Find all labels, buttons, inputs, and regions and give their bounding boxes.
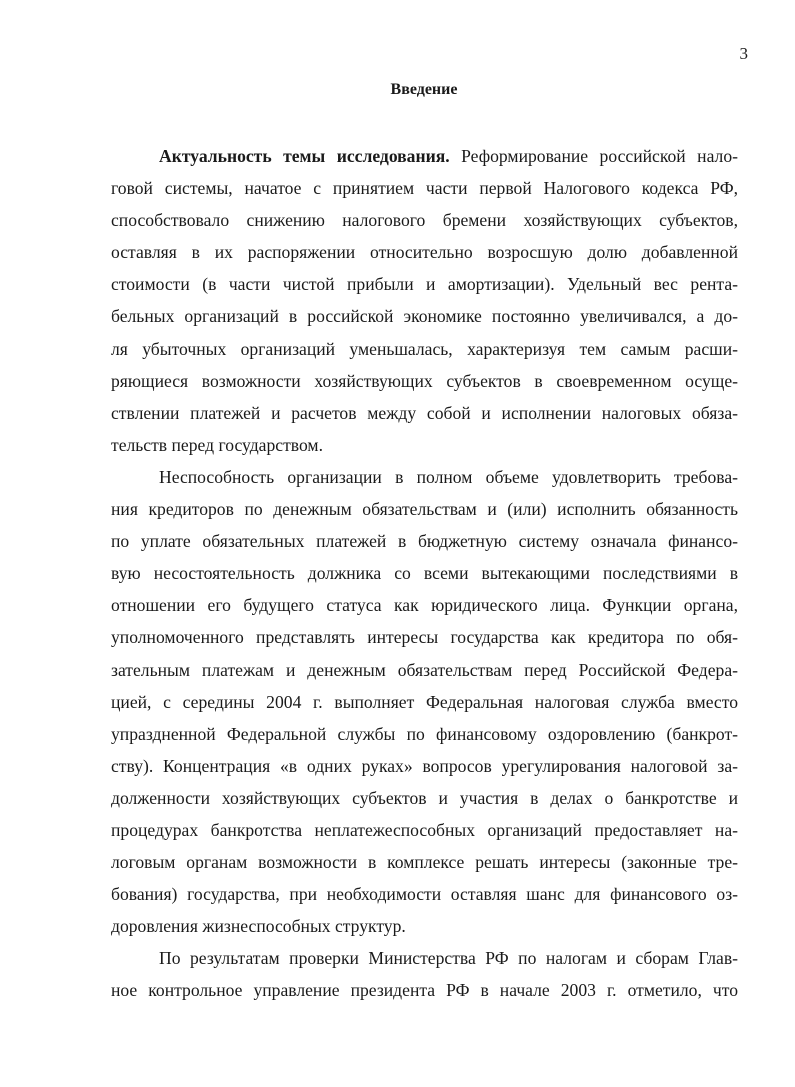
paragraph-2-line: процедурах банкротства неплатежеспособных организаций предоставляет на- xyxy=(111,819,738,840)
paragraph-1-line: говой системы, начатое с принятием части первой Налогового кодекса РФ, xyxy=(111,178,738,199)
paragraph-1-line: бельных организаций в российской экономике постоянно увеличивался, а до- xyxy=(111,306,738,327)
body-text xyxy=(111,140,738,1007)
paragraph-1-line: ля убыточных организаций уменьшалась, характеризуя тем самым расши- xyxy=(111,338,738,359)
paragraph-2-line: цией, с середины 2004 г. выполняет Федеральная налоговая служба вместо xyxy=(111,691,738,712)
section-heading: Введение xyxy=(390,81,458,98)
paragraph-1-line: тельств перед государством. xyxy=(111,434,323,455)
page-number: 3 xyxy=(739,44,748,63)
paragraph-1-line: ствлении платежей и расчетов между собой и исполнении налоговых обяза- xyxy=(111,402,738,423)
paragraph-2-line: логовым органам возможности в комплексе решать интересы (законные тре- xyxy=(111,852,738,873)
paragraph-1-line-1-text: Реформирование российской нало- xyxy=(449,146,738,166)
paragraph-2-line: ния кредиторов по денежным обязательствам и (или) исполнить обязанность xyxy=(111,499,738,520)
paragraph-1-line: способствовало снижению налогового бремени хозяйствующих субъектов, xyxy=(111,210,738,231)
paragraph-2-line: зательным платежам и денежным обязательствам перед Российской Федера- xyxy=(111,659,738,680)
paragraph-1-line: ряющиеся возможности хозяйствующих субъектов в своевременном осуще- xyxy=(111,370,738,391)
paragraph-2-line: ству). Концентрация «в одних руках» вопросов урегулирования налоговой за- xyxy=(111,755,738,776)
paragraph-1-lead: Актуальность темы исследования. xyxy=(159,146,450,166)
paragraph-3-line: По результатам проверки Министерства РФ по налогам и сборам Глав- xyxy=(159,948,738,969)
paragraph-2-line: отношении его будущего статуса как юридического лица. Функции органа, xyxy=(111,595,738,616)
paragraph-2-line: доровления жизнеспособных структур. xyxy=(111,916,406,937)
paragraph-1-line: оставляя в их распоряжении относительно возросшую долю добавленной xyxy=(111,242,738,263)
paragraph-2-line: долженности хозяйствующих субъектов и участия в делах о банкротстве и xyxy=(111,787,738,808)
paragraph-2-line: бования) государства, при необходимости оставляя шанс для финансового оз- xyxy=(111,884,738,905)
paragraph-2-line: Неспособность организации в полном объеме удовлетворить требова- xyxy=(159,466,738,487)
paragraph-3-line: ное контрольное управление президента РФ в начале 2003 г. отметило, что xyxy=(111,980,738,1001)
paragraph-2-line: вую несостоятельность должника со всеми вытекающими последствиями в xyxy=(111,563,738,584)
paragraph-1-line: стоимости (в части чистой прибыли и амортизации). Удельный вес рента- xyxy=(111,274,738,295)
paragraph-1-line-1 xyxy=(111,140,738,172)
paragraph-2-line: по уплате обязательных платежей в бюджетную систему означала финансо- xyxy=(111,531,738,552)
paragraph-2-line: уполномоченного представлять интересы государства как кредитора по обя- xyxy=(111,627,738,648)
paragraph-2-line: упраздненной Федеральной службы по финансовому оздоровлению (банкрот- xyxy=(111,723,738,744)
